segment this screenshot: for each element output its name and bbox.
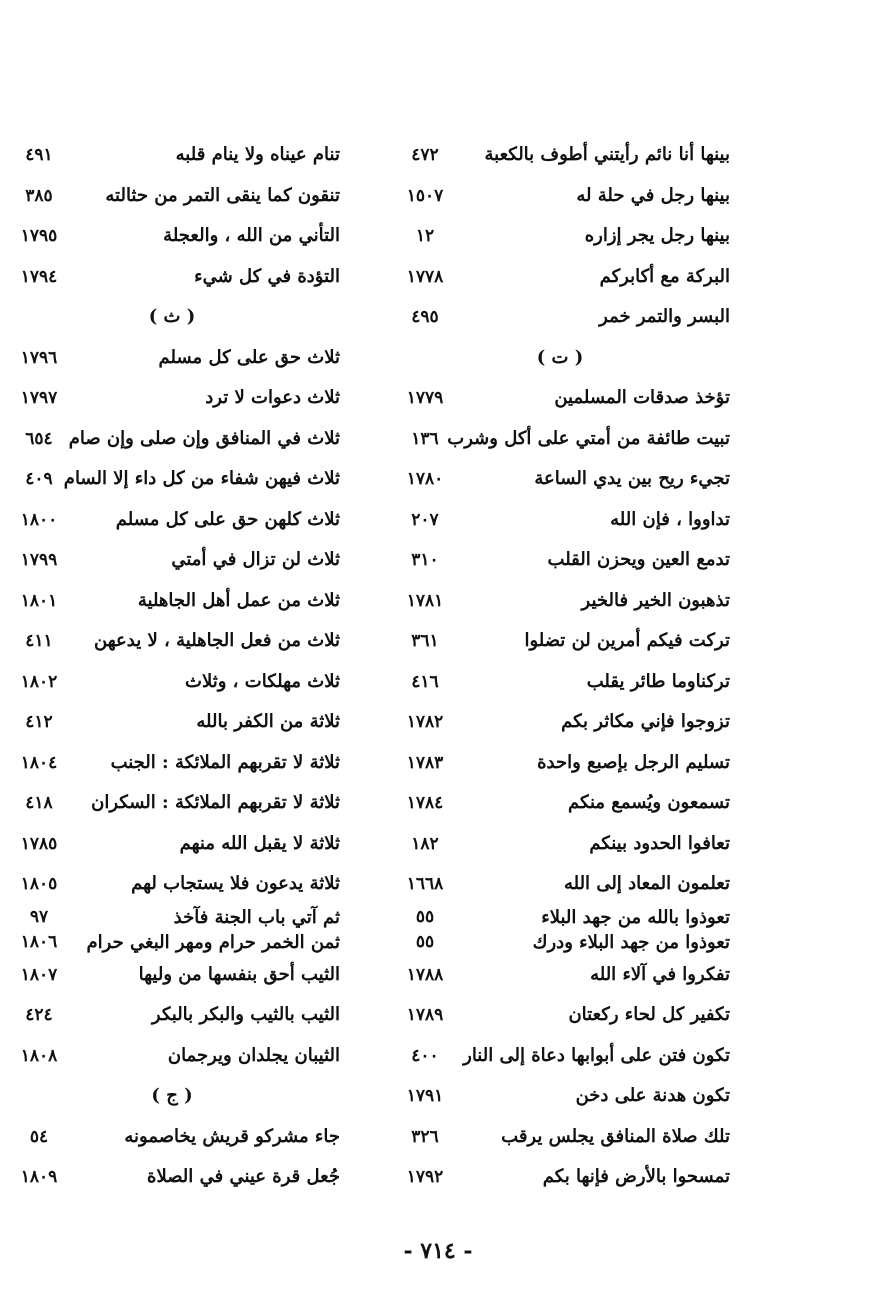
entry-text: تجيء ريح بين يدي الساعة bbox=[534, 468, 730, 489]
index-entry bbox=[4, 905, 340, 930]
entry-text: تذهبون الخير فالخير bbox=[581, 589, 730, 611]
entry-text: ثلاث كلهن حق على كل مسلم bbox=[115, 508, 340, 530]
index-entry bbox=[390, 864, 730, 905]
entry-number: ٤١٢ bbox=[25, 712, 53, 732]
entry-text: تركناوما طائر يقلب bbox=[586, 670, 730, 692]
index-entry bbox=[390, 257, 730, 298]
entry-text: تفكروا في آلاء الله bbox=[590, 963, 730, 985]
entry-number: ١٧٨٤ bbox=[406, 793, 444, 813]
entry-number: ٤٢٤ bbox=[25, 1005, 53, 1025]
entry-number: ١٦٦٨ bbox=[406, 874, 444, 894]
entry-text: تنام عيناه ولا ينام قلبه bbox=[175, 144, 340, 165]
entry-text: تكفير كل لحاء ركعتان bbox=[568, 1004, 730, 1025]
index-entry bbox=[4, 216, 340, 257]
index-entry bbox=[390, 1036, 730, 1077]
entry-number: ٤١١ bbox=[25, 631, 53, 651]
entry-text: التؤدة في كل شيء bbox=[194, 265, 340, 287]
entry-text: ثلاث مهلكات ، وثلاث bbox=[185, 670, 340, 692]
entry-number: ١٧٨١ bbox=[406, 590, 444, 611]
entry-text: بينها رجل يجر إزاره bbox=[584, 225, 730, 246]
index-entry bbox=[4, 581, 340, 622]
index-entry bbox=[390, 995, 730, 1036]
entry-text: ثلاثة لا تقربهم الملائكة : السكران bbox=[91, 792, 340, 813]
index-entry bbox=[390, 176, 730, 217]
entry-text: تعلمون المعاد إلى الله bbox=[563, 873, 730, 894]
entry-text: تعوذوا من جهد البلاء ودرك bbox=[532, 931, 730, 953]
index-entry bbox=[390, 1117, 730, 1158]
entry-number: ١٨٠٤ bbox=[20, 752, 58, 773]
entry-number: ١٧٧٨ bbox=[406, 266, 444, 287]
entry-number: ١٧٨٣ bbox=[406, 752, 444, 773]
index-entry bbox=[4, 783, 340, 824]
index-column-right bbox=[390, 135, 730, 1198]
entry-number: ١٥٠٧ bbox=[406, 185, 444, 206]
page-number: - ٧١٤ - bbox=[403, 1238, 473, 1264]
entry-text: البركة مع أكابركم bbox=[599, 265, 730, 287]
entry-number: ١٧٨٢ bbox=[406, 712, 444, 732]
entry-number: ١٧٩٦ bbox=[20, 347, 58, 368]
entry-text: ثلاثة من الكفر بالله bbox=[196, 711, 340, 732]
index-entry bbox=[390, 955, 730, 996]
entry-number: ٣٢٦ bbox=[411, 1126, 439, 1147]
index-entry bbox=[390, 378, 730, 419]
index-entry bbox=[390, 1076, 730, 1117]
index-entry bbox=[390, 1157, 730, 1198]
entry-number: ٥٥ bbox=[415, 906, 435, 927]
index-entry bbox=[390, 216, 730, 257]
entry-text: ثلاث فيهن شفاء من كل داء إلا السام bbox=[63, 468, 340, 489]
index-entry bbox=[4, 540, 340, 581]
entry-number: ١٧٩٥ bbox=[20, 226, 58, 246]
index-entry bbox=[390, 297, 730, 338]
entry-text: ثلاثة لا تقربهم الملائكة : الجنب bbox=[110, 751, 340, 773]
entry-number: ٤٧٢ bbox=[411, 145, 439, 165]
entry-number: ٤٩١ bbox=[25, 145, 53, 165]
entry-number: ١٧٨٨ bbox=[406, 964, 444, 985]
entry-text: تزوجوا فإني مكاثر بكم bbox=[561, 711, 730, 732]
entry-text: ثمن الخمر حرام ومهر البغي حرام bbox=[86, 931, 340, 953]
index-entry bbox=[4, 500, 340, 541]
entry-text: تؤخذ صدقات المسلمين bbox=[554, 387, 730, 408]
index-entry bbox=[4, 338, 340, 379]
entry-number: ١٨٠٦ bbox=[20, 931, 58, 952]
index-entry bbox=[390, 930, 730, 955]
entry-text: تسليم الرجل بإصبع واحدة bbox=[537, 751, 730, 773]
entry-text: ثلاث حق على كل مسلم bbox=[158, 346, 340, 368]
entry-text: تمسحوا بالأرض فإنها بكم bbox=[542, 1166, 730, 1187]
index-entry bbox=[4, 1117, 340, 1158]
entry-text: تكون هدنة على دخن bbox=[575, 1085, 730, 1106]
entry-text: تركت فيكم أمرين لن تضلوا bbox=[524, 630, 730, 651]
entry-number: ٤٠٩ bbox=[25, 469, 53, 489]
entry-number: ١٨٠٨ bbox=[20, 1045, 58, 1066]
entry-text: تسمعون ويُسمع منكم bbox=[568, 792, 730, 813]
entry-text: تداووا ، فإن الله bbox=[610, 508, 730, 530]
entry-number: ١٧٩١ bbox=[406, 1086, 444, 1106]
entry-number: ٤٩٥ bbox=[411, 307, 439, 327]
entry-text: الثيبان يجلدان ويرجمان bbox=[167, 1044, 340, 1066]
entry-text: ثلاثة يدعون فلا يستجاب لهم bbox=[131, 873, 340, 894]
entry-text: جاء مشركو قريش يخاصمونه bbox=[124, 1125, 340, 1147]
index-entry bbox=[4, 1157, 340, 1198]
entry-number: ١٧٩٩ bbox=[20, 550, 58, 570]
index-entry bbox=[4, 702, 340, 743]
entry-number: ١٨٠٩ bbox=[20, 1167, 58, 1187]
index-entry bbox=[4, 743, 340, 784]
index-entry bbox=[4, 378, 340, 419]
entry-number: ٣١٠ bbox=[411, 550, 439, 570]
entry-text: تنقون كما ينقى التمر من حثالته bbox=[105, 184, 340, 206]
entry-number: ٦٥٤ bbox=[25, 428, 53, 449]
entry-number: ٤١٦ bbox=[411, 671, 439, 692]
section-header bbox=[390, 338, 730, 379]
index-entry bbox=[390, 135, 730, 176]
entry-text: تلك صلاة المنافق يجلس يرقب bbox=[501, 1125, 730, 1147]
index-entry bbox=[4, 176, 340, 217]
entry-number: ١٨٢ bbox=[411, 833, 439, 854]
index-entry bbox=[4, 930, 340, 955]
entry-number: ١٧٧٩ bbox=[406, 388, 444, 408]
entry-number: ١٨٠٧ bbox=[20, 964, 58, 985]
entry-number: ١٨٠٥ bbox=[20, 874, 58, 894]
entry-number: ٤١٨ bbox=[25, 793, 53, 813]
entry-number: ٥٥ bbox=[415, 931, 435, 952]
entry-number: ١٨٠٠ bbox=[20, 509, 58, 530]
index-entry bbox=[4, 459, 340, 500]
index-entry bbox=[390, 662, 730, 703]
entry-text: الثيب أحق بنفسها من وليها bbox=[138, 963, 340, 985]
entry-number: ٢٠٧ bbox=[411, 509, 439, 530]
index-entry bbox=[4, 1036, 340, 1077]
index-entry bbox=[390, 540, 730, 581]
entry-number: ٣٦١ bbox=[411, 631, 439, 651]
entry-text: بينها رجل في حلة له bbox=[576, 184, 730, 206]
entry-text: ثلاثة لا يقبل الله منهم bbox=[179, 832, 340, 854]
entry-number: ١٧٩٢ bbox=[406, 1167, 444, 1187]
entry-text: ثلاث من فعل الجاهلية ، لا يدعهن bbox=[94, 630, 340, 651]
section-letter: ( ج ) bbox=[151, 1085, 193, 1106]
entry-text: بينها أنا نائم رأيتني أطوف بالكعبة bbox=[484, 144, 730, 165]
index-entry bbox=[4, 824, 340, 865]
entry-number: ١٧٩٧ bbox=[20, 388, 58, 408]
section-letter: ( ت ) bbox=[536, 346, 584, 368]
index-entry bbox=[390, 500, 730, 541]
section-letter: ( ث ) bbox=[148, 306, 196, 327]
entry-number: ١٧٩٤ bbox=[20, 266, 58, 287]
entry-text: ثلاث من عمل أهل الجاهلية bbox=[137, 589, 340, 611]
entry-number: ٩٧ bbox=[29, 906, 49, 927]
index-entry bbox=[390, 581, 730, 622]
index-entry bbox=[4, 662, 340, 703]
entry-text: البسر والتمر خمر bbox=[599, 306, 730, 327]
entry-number: ٣٨٥ bbox=[25, 185, 53, 206]
entry-number: ١٧٨٠ bbox=[406, 469, 444, 489]
entry-text: ثلاث في المنافق وإن صلى وإن صام bbox=[68, 427, 340, 449]
index-entry bbox=[4, 135, 340, 176]
index-entry bbox=[390, 783, 730, 824]
index-entry bbox=[390, 905, 730, 930]
entry-text: جُعل قرة عيني في الصلاة bbox=[147, 1166, 340, 1187]
index-entry bbox=[4, 257, 340, 298]
entry-number: ١٨٠١ bbox=[20, 590, 58, 611]
index-entry bbox=[4, 955, 340, 996]
entry-number: ١٢ bbox=[415, 226, 435, 246]
entry-number: ١٨٠٢ bbox=[20, 671, 58, 692]
entry-text: تعوذوا بالله من جهد البلاء bbox=[541, 906, 730, 928]
index-entry bbox=[4, 864, 340, 905]
entry-number: ٥٤ bbox=[29, 1126, 49, 1147]
entry-number: ٤٠٠ bbox=[411, 1045, 439, 1066]
entry-number: ١٧٨٥ bbox=[20, 833, 58, 854]
entry-text: ثلاث دعوات لا ترد bbox=[205, 387, 340, 408]
index-entry bbox=[390, 419, 730, 460]
entry-text: تبيت طائفة من أمتي على أكل وشرب bbox=[447, 427, 730, 449]
entry-text: تدمع العين ويحزن القلب bbox=[547, 549, 730, 570]
index-entry bbox=[390, 702, 730, 743]
entry-text: ثم آتي باب الجنة فآخذ bbox=[173, 906, 340, 928]
index-entry bbox=[4, 419, 340, 460]
section-header bbox=[4, 297, 340, 338]
index-entry bbox=[390, 743, 730, 784]
entry-text: تكون فتن على أبوابها دعاة إلى النار bbox=[463, 1044, 730, 1066]
index-entry bbox=[4, 621, 340, 662]
index-entry bbox=[390, 621, 730, 662]
entry-text: التأني من الله ، والعجلة bbox=[163, 225, 340, 246]
section-header bbox=[4, 1076, 340, 1117]
entry-text: ثلاث لن تزال في أمتي bbox=[171, 549, 340, 570]
entry-number: ١٧٨٩ bbox=[406, 1005, 444, 1025]
entry-text: تعافوا الحدود بينكم bbox=[589, 832, 730, 854]
entry-text: الثيب بالثيب والبكر بالبكر bbox=[151, 1004, 340, 1025]
index-entry bbox=[390, 824, 730, 865]
entry-number: ١٣٦ bbox=[411, 428, 439, 449]
index-entry bbox=[4, 995, 340, 1036]
index-entry bbox=[390, 459, 730, 500]
index-column-left bbox=[4, 135, 340, 1198]
